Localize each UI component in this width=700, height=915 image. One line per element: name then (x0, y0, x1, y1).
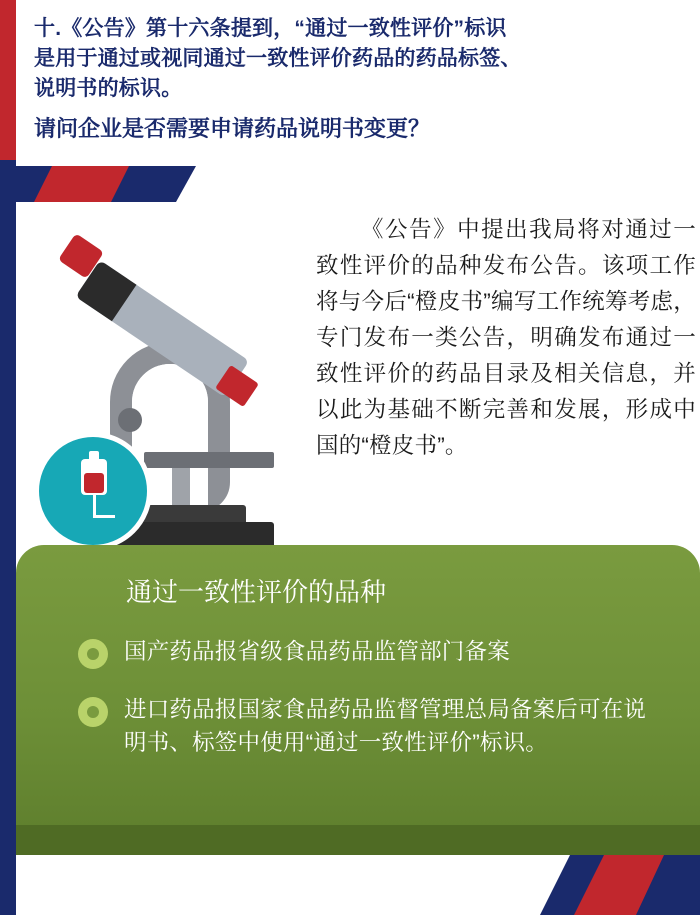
green-panel-footer-band (16, 825, 700, 855)
green-panel (16, 545, 700, 855)
header (16, 0, 700, 157)
blood-bag-tube-horizontal (93, 515, 115, 518)
header-ribbon (16, 166, 196, 202)
header-line-1: 十.《公告》第十六条提到，“通过一致性评价”标识 (34, 17, 507, 40)
green-panel-title: 通过一致性评价的品种 (126, 577, 387, 607)
microscope-focus-knob (118, 408, 142, 432)
main-paragraph: 《公告》中提出我局将对通过一致性评价的品种发布公告。该项工作将与今后“橙皮书”编写工作统筹考虑，专门发布一类公告，明确发布通过一致性评价的药品目录及相关信息，并以此为基础不断完善和发展，形成中国的“橙皮书”。 (316, 217, 696, 458)
blood-bag-fill (84, 473, 104, 493)
bullet-dot-icon (78, 639, 108, 669)
header-question: 请问企业是否需要申请药品说明书变更？ (34, 116, 431, 141)
blood-bag-tube-vertical (93, 495, 96, 517)
list-item-text: 进口药品报国家食品药品监督管理总局备案后可在说明书、标签中使用“通过一致性评价”标识。 (124, 697, 647, 755)
list-item-text: 国产药品报省级食品药品监管部门备案 (124, 639, 510, 664)
footer-corner-ribbon (540, 855, 700, 915)
left-bar-red-accent (0, 0, 16, 160)
microscope-stage (144, 452, 274, 468)
header-line-3: 说明书的标识。 (34, 77, 183, 100)
microscope-icon (24, 222, 314, 552)
bullet-dot-icon (78, 697, 108, 727)
list-item (78, 635, 658, 669)
list-item (78, 693, 658, 759)
left-vertical-bar (0, 0, 16, 915)
header-line-2: 是用于通过或视同通过一致性评价药品的药品标签、 (34, 47, 522, 70)
blood-bag-icon (34, 432, 152, 550)
